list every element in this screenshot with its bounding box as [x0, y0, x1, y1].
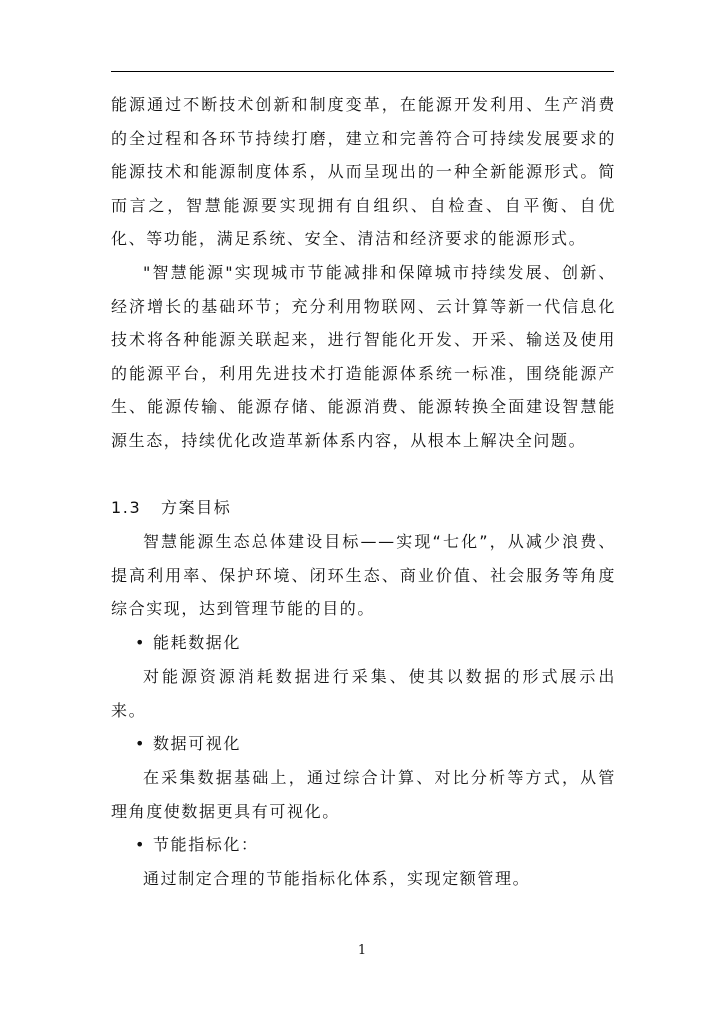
section-heading — [111, 491, 231, 525]
bullet-body-1: 对能源资源消耗数据进行采集、使其以数据的形式展示出来。 — [111, 667, 616, 720]
bullet-body-2: 在采集数据基础上，通过综合计算、对比分析等方式，从管理角度使数据更具有可视化。 — [111, 768, 616, 821]
page-number: 1 — [357, 943, 367, 958]
bullet-marker: • — [135, 633, 147, 652]
paragraph-intro: 能源通过不断技术创新和制度变革，在能源开发利用、生产消费的全过程和各环节持续打磨，建立和完善符合可持续发展要求的能源技术和能源制度体系，从而呈现出的一种全新能源形式。简而言之，智慧能源要实现拥有自组织、自检查、自平衡、自优化、等功能，满足系统、安全、清洁和经济要求的能源形式。 — [111, 95, 616, 248]
bullet-title: 节能指标化： — [153, 835, 259, 854]
bullet-item-1 — [135, 626, 241, 660]
section-title: 方案目标 — [161, 498, 232, 517]
section-number: 1.3 — [111, 498, 142, 517]
bullet-body-3: 通过制定合理的节能指标化体系，实现定额管理。 — [143, 869, 531, 888]
bullet-title: 数据可视化 — [153, 734, 242, 753]
paragraph-smart-energy: "智慧能源"实现城市节能减排和保障城市持续发展、创新、经济增长的基础环节；充分利用物联网、云计算等新一代信息化技术将各种能源关联起来，进行智能化开发、开采、输送及使用的能源平台，利用先进技术打造能源体系统一标准，围绕能源产生、能源传输、能源存储、能源消费、能源转换全面建设智慧能源生态，持续优化改造革新体系内容，从根本上解决全问题。 — [111, 263, 616, 450]
bullet-marker: • — [135, 835, 147, 854]
bullet-marker: • — [135, 734, 147, 753]
bullet-item-3 — [135, 828, 259, 862]
header-rule — [111, 71, 614, 72]
bullet-item-2 — [135, 727, 241, 761]
bullet-title: 能耗数据化 — [153, 633, 242, 652]
paragraph-goals: 智慧能源生态总体建设目标——实现“七化”，从减少浪费、提高利用率、保护环境、闭环生态、商业价值、社会服务等角度综合实现，达到管理节能的目的。 — [111, 532, 616, 618]
